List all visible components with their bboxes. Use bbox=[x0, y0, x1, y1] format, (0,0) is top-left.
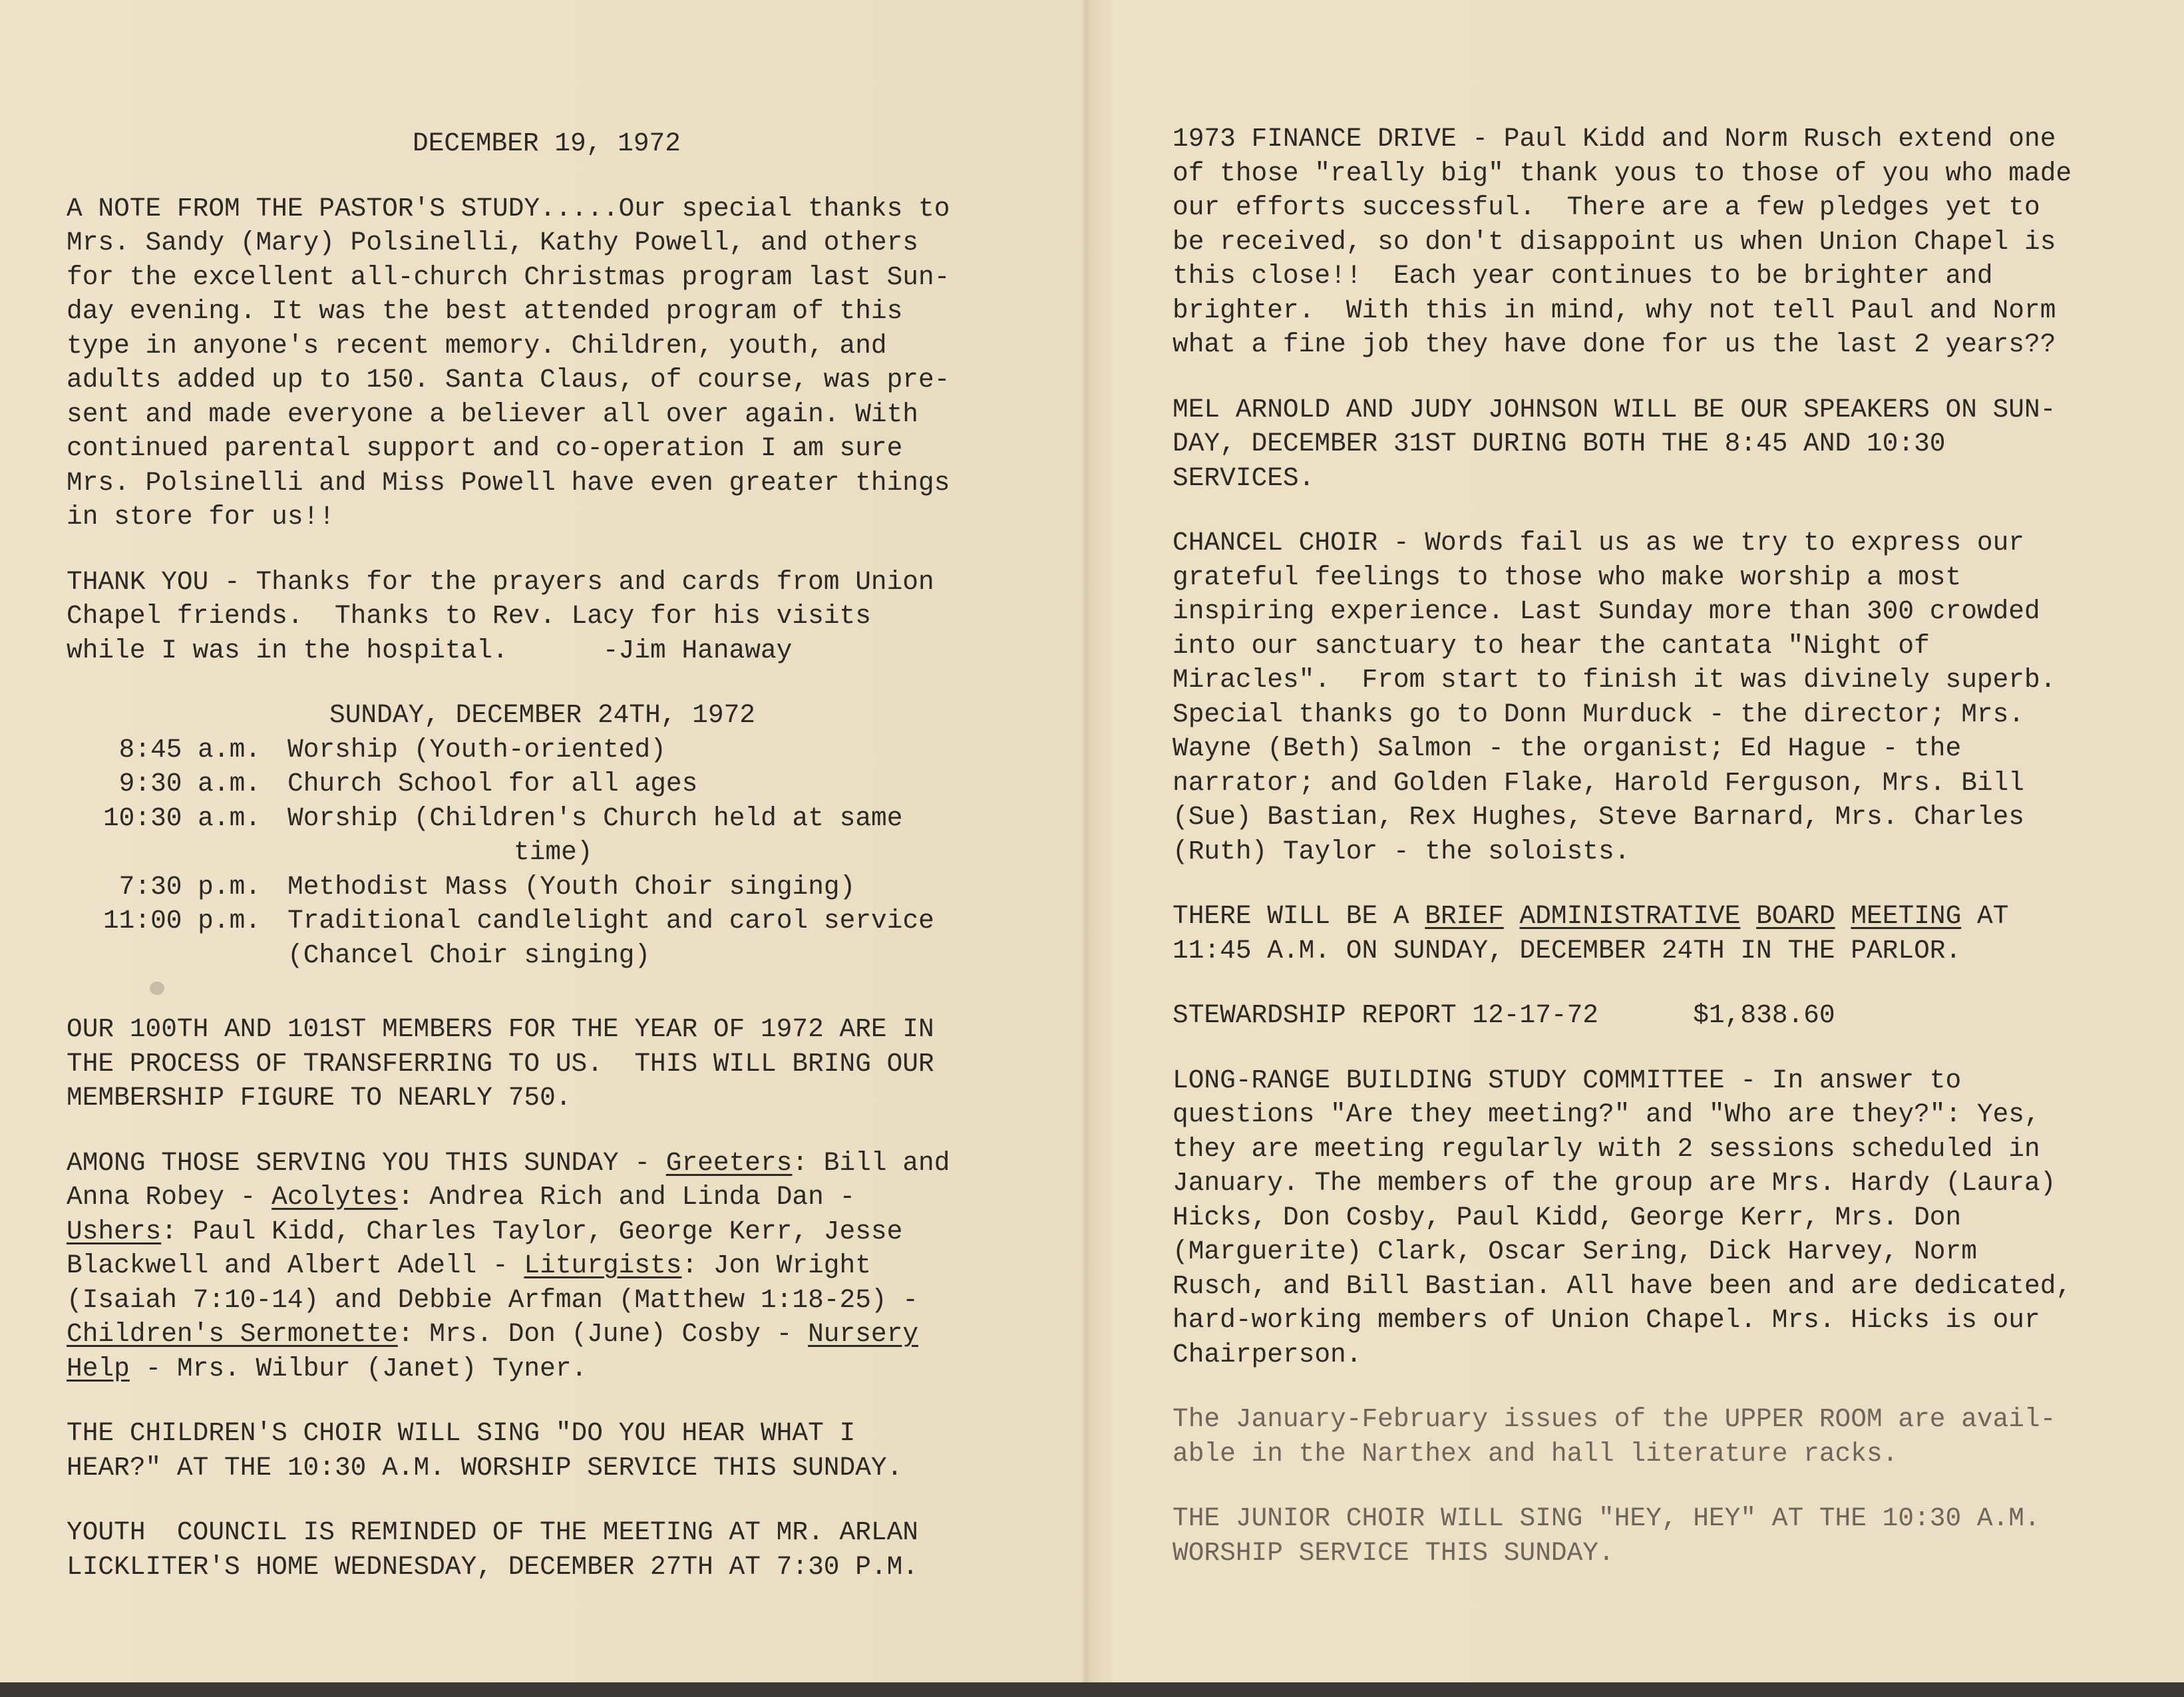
bulletin-date: DECEMBER 19, 1972 bbox=[413, 128, 681, 158]
serving-text: Anna Robey - bbox=[67, 1182, 272, 1212]
board-line: 11:45 A.M. ON SUNDAY, DECEMBER 24TH IN THE PARLOR. bbox=[1173, 935, 1962, 966]
pastor-note-line: adults added up to 150. Santa Claus, of course, was pre- bbox=[67, 365, 950, 395]
serving-text: : Andrea Rich and Linda Dan - bbox=[397, 1182, 856, 1212]
left-page bbox=[67, 126, 1031, 1584]
finance-line: be received, so don't disappoint us when Union Chapel is bbox=[1173, 226, 2056, 257]
building-committee-note bbox=[1173, 1063, 2144, 1372]
pastor-note-line: for the excellent all-church Christmas program last Sun- bbox=[67, 262, 950, 292]
finance-drive-note bbox=[1173, 122, 2144, 362]
building-line: LONG-RANGE BUILDING STUDY COMMITTEE - In answer to bbox=[1173, 1065, 1962, 1095]
schedule-description: Worship (Children's Church held at same bbox=[287, 803, 903, 833]
thank-you-line: THANK YOU - Thanks for the prayers and cards from Union bbox=[67, 566, 934, 597]
board-text: THERE WILL BE A bbox=[1173, 901, 1425, 931]
junior-choir-line: WORSHIP SERVICE THIS SUNDAY. bbox=[1173, 1537, 1614, 1568]
chancel-choir-note bbox=[1173, 526, 2144, 868]
pastor-note-line: Mrs. Polsinelli and Miss Powell have even greater things bbox=[67, 467, 950, 498]
pastor-note-line: Mrs. Sandy (Mary) Polsinelli, Kathy Powell, and others bbox=[67, 228, 919, 258]
building-line: Chairperson. bbox=[1173, 1339, 1362, 1370]
pastor-note bbox=[67, 192, 1031, 534]
schedule-row bbox=[68, 767, 1031, 801]
thank-you-line: Chapel friends. Thanks to Rev. Lacy for his visits bbox=[67, 601, 871, 631]
youth-council-line: LICKLITER'S HOME WEDNESDAY, DECEMBER 27TH AT 7:30 P.M. bbox=[67, 1551, 919, 1582]
chancel-line: inspiring experience. Last Sunday more than 300 crowded bbox=[1173, 596, 2040, 626]
junior-choir-line: THE JUNIOR CHOIR WILL SING "HEY, HEY" AT THE 10:30 A.M. bbox=[1173, 1503, 2040, 1533]
finance-line: what a fine job they have done for us the last 2 years?? bbox=[1173, 329, 2056, 359]
board-text: AT bbox=[1961, 901, 2009, 931]
serving-line bbox=[67, 1352, 1031, 1386]
schedule-time: 11:00 p.m. bbox=[102, 906, 261, 936]
serving-text: Blackwell and Albert Adell - bbox=[67, 1250, 524, 1280]
schedule-time: 7:30 p.m. bbox=[118, 871, 261, 902]
board-underlined-word: BOARD bbox=[1756, 901, 1835, 931]
sunday-schedule-heading: SUNDAY, DECEMBER 24TH, 1972 bbox=[329, 700, 756, 730]
pastor-note-line: type in anyone's recent memory. Children, youth, and bbox=[67, 330, 887, 361]
schedule-description: Traditional candlelight and carol service bbox=[287, 906, 934, 936]
serving-text: : Bill and bbox=[792, 1147, 950, 1178]
chancel-line: (Ruth) Taylor - the soloists. bbox=[1173, 836, 1630, 866]
schedule-time: 8:45 a.m. bbox=[118, 734, 261, 765]
page-fold bbox=[1081, 0, 1091, 1682]
membership-line: THE PROCESS OF TRANSFERRING TO US. THIS WILL BRING OUR bbox=[67, 1048, 934, 1079]
membership-line: OUR 100TH AND 101ST MEMBERS FOR THE YEAR OF 1972 ARE IN bbox=[67, 1014, 934, 1044]
schedule-row bbox=[68, 870, 1031, 904]
pastor-note-line: A NOTE FROM THE PASTOR'S STUDY.....Our special thanks to bbox=[67, 193, 950, 224]
schedule-description-continued: time) bbox=[514, 837, 593, 867]
schedule-description: Church School for all ages bbox=[287, 769, 698, 799]
schedule-description: Methodist Mass (Youth Choir singing) bbox=[287, 871, 856, 902]
building-line: Rusch, and Bill Bastian. All have been and are dedicated, bbox=[1173, 1270, 2072, 1301]
childrens-choir-line: THE CHILDREN'S CHOIR WILL SING "DO YOU HEAR WHAT I bbox=[67, 1418, 856, 1448]
pastor-note-line: sent and made everyone a believer all over again. With bbox=[67, 399, 919, 429]
upper-room-note bbox=[1173, 1402, 2144, 1471]
serving-line bbox=[67, 1215, 1031, 1249]
speakers-line: SERVICES. bbox=[1173, 463, 1315, 493]
board-underlined-word: ADMINISTRATIVE bbox=[1519, 901, 1741, 931]
pastor-note-line: in store for us!! bbox=[67, 502, 335, 532]
upper-room-line: The January-February issues of the UPPER ROOM are avail- bbox=[1173, 1404, 2056, 1434]
building-line: (Marguerite) Clark, Oscar Sering, Dick Harvey, Norm bbox=[1173, 1236, 1977, 1266]
childrens-choir-line: HEAR?" AT THE 10:30 A.M. WORSHIP SERVICE THIS SUNDAY. bbox=[67, 1452, 903, 1483]
childrens-choir-note bbox=[67, 1416, 1031, 1485]
liturgists-label: Liturgists bbox=[524, 1250, 682, 1280]
speakers-line: MEL ARNOLD AND JUDY JOHNSON WILL BE OUR SPEAKERS ON SUN- bbox=[1173, 394, 2056, 425]
ushers-label: Ushers bbox=[67, 1216, 162, 1246]
serving-intro: AMONG THOSE SERVING YOU THIS SUNDAY - bbox=[67, 1147, 666, 1178]
chancel-line: grateful feelings to those who make worship a most bbox=[1173, 562, 1962, 592]
membership-note bbox=[67, 1012, 1031, 1115]
stewardship-report bbox=[1173, 998, 2144, 1033]
serving-line bbox=[67, 1248, 1031, 1283]
building-line: questions "Are they meeting?" and "Who are they?": Yes, bbox=[1173, 1099, 2040, 1129]
chancel-line: into our sanctuary to hear the cantata "Night of bbox=[1173, 630, 1930, 661]
thank-you-note bbox=[67, 565, 1031, 668]
chancel-line: Wayne (Beth) Salmon - the organist; Ed Hague - the bbox=[1173, 733, 1962, 763]
speakers-line: DAY, DECEMBER 31ST DURING BOTH THE 8:45 AND 10:30 bbox=[1173, 429, 1946, 459]
finance-line: of those "really big" thank yous to those of you who made bbox=[1173, 158, 2072, 188]
board-underlined-word: BRIEF bbox=[1425, 901, 1504, 931]
serving-note bbox=[67, 1146, 1031, 1386]
pastor-note-line: continued parental support and co-operation I am sure bbox=[67, 433, 903, 463]
chancel-line: narrator; and Golden Flake, Harold Ferguson, Mrs. Bill bbox=[1173, 767, 2025, 798]
serving-text: : Jon Wright bbox=[681, 1250, 871, 1280]
upper-room-line: able in the Narthex and hall literature racks. bbox=[1173, 1438, 1899, 1469]
stewardship-amount: $1,838.60 bbox=[1693, 1000, 1835, 1030]
schedule-time: 10:30 a.m. bbox=[102, 803, 261, 833]
board-line bbox=[1173, 899, 2144, 934]
serving-line bbox=[67, 1180, 1031, 1215]
pastor-note-line: day evening. It was the best attended program of this bbox=[67, 296, 903, 326]
building-line: January. The members of the group are Mrs. Hardy (Laura) bbox=[1173, 1168, 2056, 1198]
serving-line: (Isaiah 7:10-14) and Debbie Arfman (Matthew 1:18-25) - bbox=[67, 1284, 919, 1315]
board-meeting-note bbox=[1173, 899, 2144, 968]
building-line: hard-working members of Union Chapel. Mrs. Hicks is our bbox=[1173, 1305, 2040, 1335]
chancel-line: CHANCEL CHOIR - Words fail us as we try to express our bbox=[1173, 528, 2025, 558]
building-line: they are meeting regularly with 2 sessions scheduled in bbox=[1173, 1133, 2040, 1164]
sunday-schedule bbox=[68, 733, 1031, 973]
schedule-row bbox=[68, 904, 1031, 938]
chancel-line: (Sue) Bastian, Rex Hughes, Steve Barnard, Mrs. Charles bbox=[1173, 802, 2025, 832]
stewardship-label: STEWARDSHIP REPORT 12-17-72 bbox=[1173, 1000, 1599, 1030]
schedule-row bbox=[68, 733, 1031, 767]
finance-line: this close!! Each year continues to be brighter and bbox=[1173, 261, 1993, 291]
serving-text: : Mrs. Don (June) Cosby - bbox=[397, 1319, 809, 1349]
schedule-description-continued: (Chancel Choir singing) bbox=[287, 940, 651, 970]
serving-line bbox=[67, 1146, 1031, 1181]
finance-line: 1973 FINANCE DRIVE - Paul Kidd and Norm Rusch extend one bbox=[1173, 124, 2056, 154]
finance-line: brighter. With this in mind, why not tell Paul and Norm bbox=[1173, 295, 2056, 325]
sermonette-label: Children's Sermonette bbox=[67, 1319, 398, 1349]
nursery-label: Nursery bbox=[808, 1319, 919, 1349]
serving-text: - Mrs. Wilbur (Janet) Tyner. bbox=[129, 1353, 588, 1384]
schedule-time: 9:30 a.m. bbox=[118, 769, 261, 799]
nursery-label: Help bbox=[67, 1353, 130, 1384]
chancel-line: Special thanks go to Donn Murduck - the director; Mrs. bbox=[1173, 699, 2025, 729]
thank-you-line: while I was in the hospital. -Jim Hanaway bbox=[67, 635, 793, 665]
junior-choir-note bbox=[1173, 1501, 2144, 1570]
building-line: Hicks, Don Cosby, Paul Kidd, George Kerr, Mrs. Don bbox=[1173, 1202, 1962, 1232]
serving-text: : Paul Kidd, Charles Taylor, George Kerr, Jesse bbox=[161, 1216, 903, 1246]
youth-council-line: YOUTH COUNCIL IS REMINDED OF THE MEETING AT MR. ARLAN bbox=[67, 1517, 919, 1547]
greeters-label: Greeters bbox=[665, 1147, 793, 1178]
chancel-line: Miracles". From start to finish it was divinely superb. bbox=[1173, 665, 2056, 695]
acolytes-label: Acolytes bbox=[272, 1182, 398, 1212]
right-page bbox=[1173, 122, 2144, 1570]
board-underlined-word: MEETING bbox=[1851, 901, 1962, 931]
serving-line bbox=[67, 1317, 1031, 1352]
finance-line: our efforts successful. There are a few pledges yet to bbox=[1173, 192, 2040, 222]
schedule-row bbox=[68, 801, 1031, 836]
schedule-description: Worship (Youth-oriented) bbox=[287, 734, 666, 765]
scanner-edge bbox=[0, 1682, 2184, 1697]
speakers-note bbox=[1173, 393, 2144, 496]
membership-line: MEMBERSHIP FIGURE TO NEARLY 750. bbox=[67, 1083, 572, 1113]
youth-council-note bbox=[67, 1515, 1031, 1584]
